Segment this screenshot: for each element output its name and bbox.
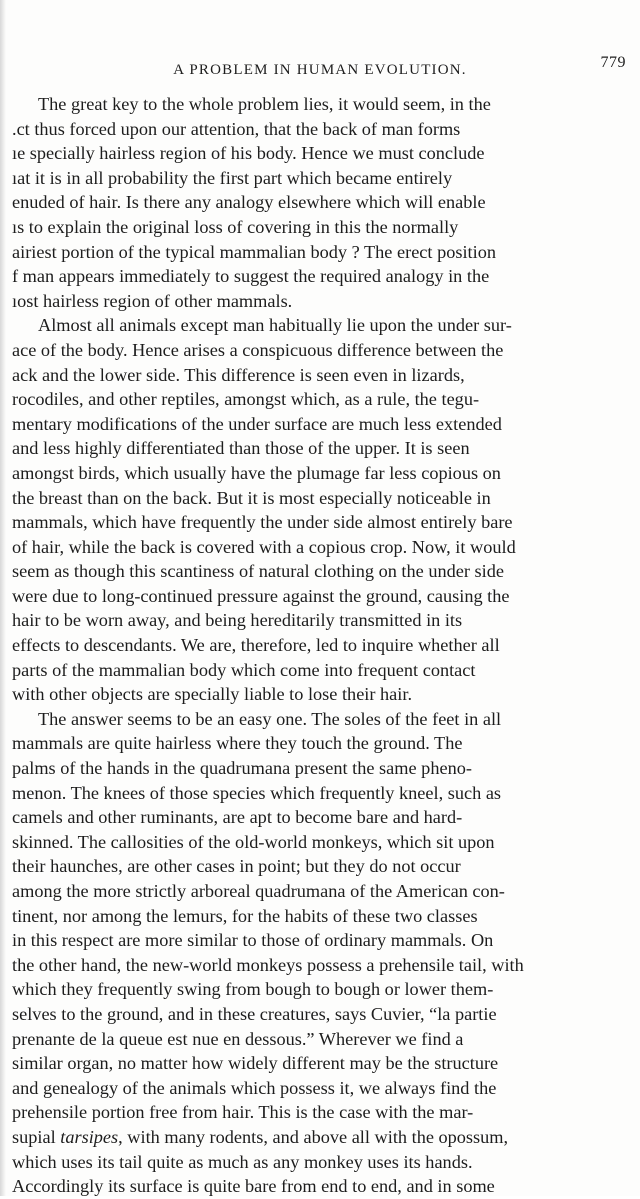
- running-title: A PROBLEM IN HUMAN EVOLUTION.: [173, 62, 467, 78]
- text-line: prehensile portion free from hair. This is the case with the mar-: [12, 1102, 474, 1123]
- text-line: of hair, while the back is covered with a copious crop. Now, it would: [12, 536, 516, 557]
- text-line: the other hand, the new-world monkeys possess a prehensile tail, with: [12, 954, 524, 975]
- text-line: Almost all animals except man habitually lie upon the under sur-: [38, 315, 512, 336]
- text-line: amongst birds, which usually have the plumage far less copious on: [12, 462, 501, 483]
- text-line: airiest portion of the typical mammalian body ? The erect position: [12, 241, 496, 262]
- page-header: [0, 54, 640, 84]
- text-line: with other objects are specially liable to lose their hair.: [12, 684, 413, 705]
- text-line: which they frequently swing from bough to bough or lower them-: [12, 979, 494, 1000]
- text-line: among the more strictly arboreal quadrumana of the American con-: [12, 881, 505, 901]
- text-line: ıs to explain the original loss of covering in this the normally: [12, 216, 459, 237]
- text-line: mentary modifications of the under surface are much less extended: [12, 413, 502, 434]
- text-line: in this respect are more similar to those of ordinary mammals. On: [12, 930, 494, 951]
- text-line: ıost hairless region of other mammals.: [12, 290, 293, 311]
- text-line: ack and the lower side. This difference is seen even in lizards,: [12, 364, 465, 385]
- page-number: 779: [600, 54, 626, 71]
- text-line: and less highly differentiated than those of the upper. It is seen: [12, 438, 470, 459]
- page-gutter-shadow: [0, 0, 6, 1196]
- text-line: The great key to the whole problem lies, it would seem, in the: [38, 94, 491, 114]
- text-line: .ct thus forced upon our attention, that the back of man forms: [12, 118, 461, 139]
- text-line: parts of the mammalian body which come into frequent contact: [12, 659, 476, 680]
- italic-term: tarsipes: [60, 1126, 119, 1147]
- text-line: hair to be worn away, and being hereditarily transmitted in its: [12, 610, 463, 631]
- text-line: menon. The knees of those species which frequently kneel, such as: [12, 782, 502, 803]
- text-line: f man appears immediately to suggest the required analogy in the: [12, 266, 490, 287]
- text-line: effects to descendants. We are, therefore, led to inquire whether all: [12, 635, 500, 656]
- text-line: their haunches, are other cases in point; but they do not occur: [12, 856, 461, 877]
- text-line: camels and other ruminants, are apt to become bare and hard-: [12, 807, 463, 828]
- text-line: skinned. The callosities of the old-world monkeys, which sit upon: [12, 831, 495, 852]
- text-line: selves to the ground, and in these creatures, says Cuvier, “la partie: [12, 1003, 497, 1024]
- text-line: and genealogy of the animals which possess it, we always find the: [12, 1077, 497, 1098]
- text-line: ıe specially hairless region of his body. Hence we must conclude: [12, 143, 485, 164]
- text-line: similar organ, no matter how widely different may be the structure: [12, 1053, 499, 1074]
- text-line: which uses its tail quite as much as any monkey uses its hands.: [12, 1151, 473, 1172]
- text-line: the breast than on the back. But it is most especially noticeable in: [12, 487, 491, 508]
- text-line: supial tarsipes, with many rodents, and above all with the opossum,: [12, 1126, 509, 1147]
- text-line: palms of the hands in the quadrumana present the same pheno-: [12, 758, 472, 779]
- text-line: enuded of hair. Is there any analogy elsewhere which will enable: [12, 192, 486, 213]
- text-line: mammals, which have frequently the under side almost entirely bare: [12, 512, 513, 533]
- text-line: tinent, nor among the lemurs, for the habits of these two classes: [12, 905, 478, 926]
- text-line: were due to long-continued pressure against the ground, causing the: [12, 585, 510, 606]
- text-line: rocodiles, and other reptiles, amongst which, as a rule, the tegu-: [12, 389, 480, 410]
- text-line: mammals are quite hairless where they touch the ground. The: [12, 733, 463, 754]
- body-text: [12, 92, 624, 1199]
- text-line: Accordingly its surface is quite bare from end to end, and in some: [12, 1176, 495, 1197]
- text-line: ıat it is in all probability the first part which became entirely: [12, 167, 453, 188]
- text-line: prenante de la queue est nue en dessous.” Wherever we find a: [12, 1028, 464, 1049]
- text-line: seem as though this scantiness of natural clothing on the under side: [12, 561, 504, 582]
- text-line: ace of the body. Hence arises a conspicuous difference between the: [12, 339, 504, 360]
- text-line: The answer seems to be an easy one. The soles of the feet in all: [38, 708, 502, 729]
